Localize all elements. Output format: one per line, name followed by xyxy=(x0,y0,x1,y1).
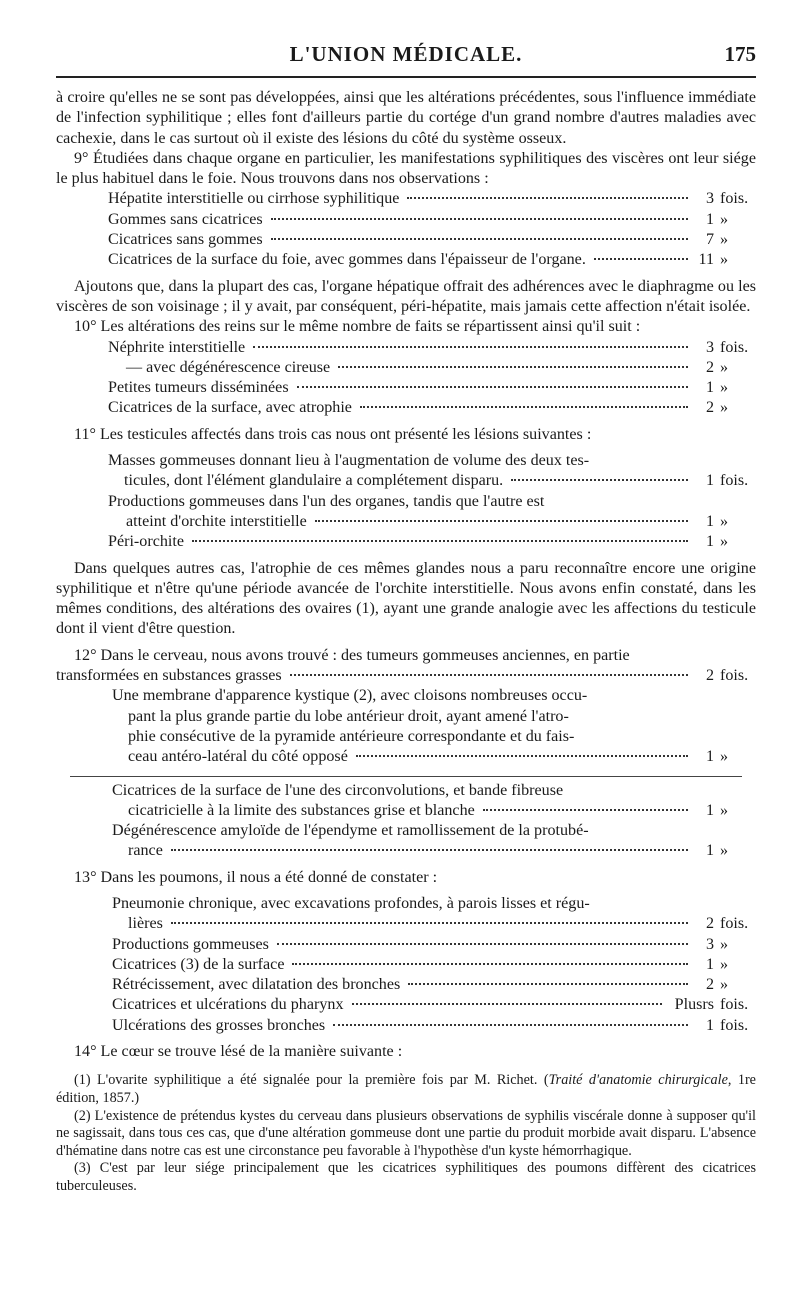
footnotes xyxy=(56,1072,756,1195)
list-item: atteint d'orchite interstitielle 1 » xyxy=(126,512,729,530)
kidney-list xyxy=(56,338,756,419)
list-item: Productions gommeuses 3 » xyxy=(112,935,729,953)
list-item: Cicatrices et ulcérations du pharynx Plusrs fois. xyxy=(112,996,749,1014)
list-item-line: Productions gommeuses dans l'un des organes, tandis que l'autre est xyxy=(108,492,545,510)
list-item-line: Dégénérescence amyloïde de l'épendyme et ramollissement de la protubé- xyxy=(112,822,589,840)
list-item: transformées en substances grasses 2 fois. xyxy=(56,667,749,685)
list-item-line: Une membrane d'apparence kystique (2), avec cloisons nombreuses occu- xyxy=(112,687,588,705)
list-item: — avec dégénérescence cireuse 2 » xyxy=(126,358,729,376)
intro-paragraph: à croire qu'elles ne se sont pas développées, ainsi que les altérations précédentes, sous l'influence immédiate de l'infection syphilitique ; elles font d'ailleurs partie du cortége d'un grand nombre d'autres maladies avec cachexie, dans le cas surtout où il existe des lésions du côté du système osseux. xyxy=(56,89,756,147)
list-item: Cicatrices de la surface, avec atrophie 2 » xyxy=(108,399,729,417)
testis-list xyxy=(56,451,756,552)
lungs-intro: 13° Dans les poumons, il nous a été donné de constater : xyxy=(74,868,438,886)
footnote-3: (3) C'est par leur siége principalement que les cicatrices syphilitiques des poumons diffèrent des cicatrices tuberculeuses. xyxy=(56,1160,756,1194)
list-item: Ulcérations des grosses bronches 1 fois. xyxy=(112,1016,749,1034)
kidney-intro: 10° Les altérations des reins sur le même nombre de faits se répartissent ainsi qu'il suit : xyxy=(74,318,641,336)
list-item: Petites tumeurs disséminées 1 » xyxy=(108,379,729,397)
page-header xyxy=(56,38,756,72)
list-item: rance 1 » xyxy=(128,842,729,860)
brain-section xyxy=(56,646,756,862)
article-body xyxy=(56,88,756,1196)
list-item: Rétrécissement, avec dilatation des bronches 2 » xyxy=(112,976,729,994)
testis-after-paragraph: Dans quelques autres cas, l'atrophie de ces mêmes glandes nous a paru reconnaître encore une origine syphilitique et n'être qu'une période avancée de l'orchite interstitielle. Nous avons enfin constaté, dans les mêmes conditions, des altérations des ovaires (1), ayant une grande analogie avec les affections du testicule dont il vient d'être question. xyxy=(56,559,756,638)
list-item: Hépatite interstitielle ou cirrhose syphilitique 3 fois. xyxy=(108,190,749,208)
list-item: Péri-orchite 1 » xyxy=(108,533,729,551)
liver-list xyxy=(56,189,756,270)
list-item-line: pant la plus grande partie du lobe antérieur droit, ayant amené l'atro- xyxy=(128,707,569,725)
footnote-1: (1) L'ovarite syphilitique a été signalée pour la première fois par M. Richet. (Traité d'anatomie chirurgicale, 1re édition, 1857.) xyxy=(56,1072,756,1106)
header-rule xyxy=(56,76,756,78)
lungs-list xyxy=(56,894,756,1036)
list-item: lières 2 fois. xyxy=(128,915,749,933)
list-item: Cicatrices sans gommes 7 » xyxy=(108,231,729,249)
list-item: Cicatrices (3) de la surface 1 » xyxy=(112,955,729,973)
divider xyxy=(70,776,742,777)
liver-intro-paragraph: 9° Étudiées dans chaque organe en particulier, les manifestations syphilitiques des viscères ont leur siége le plus habituel dans le foie. Nous trouvons dans nos observations : xyxy=(56,149,756,188)
testis-intro: 11° Les testicules affectés dans trois cas nous ont présenté les lésions suivantes : xyxy=(74,425,592,443)
list-item: ceau antéro-latéral du côté opposé 1 » xyxy=(128,748,729,766)
list-item: Cicatrices de la surface du foie, avec gommes dans l'épaisseur de l'organe. 11 » xyxy=(108,251,729,269)
list-item-line: Cicatrices de la surface de l'une des circonvolutions, et bande fibreuse xyxy=(112,781,564,799)
list-item: ticules, dont l'élément glandulaire a complétement disparu. 1 fois. xyxy=(124,472,749,490)
footnote-2: (2) L'existence de prétendus kystes du cerveau dans plusieurs observations de syphilis viscérale donne à supposer qu'il ne sagissait, dans tous ces cas, que d'une altération gommeuse dont une partie du produit morbide avait disparu. L'absence d'hématine dans notre cas est une circonstance peu favorable à l'hypothèse d'un kyste hémorrhagique. xyxy=(56,1107,756,1159)
liver-after-paragraph: Ajoutons que, dans la plupart des cas, l'organe hépatique offrait des adhérences avec le diaphragme ou les viscères de son voisinage ; il y avait, par conséquent, péri-hépatite, mais jamais cette affection n'était isolée. xyxy=(56,277,756,315)
list-item: cicatricielle à la limite des substances grise et blanche 1 » xyxy=(128,801,729,819)
brain-intro-line: 12° Dans le cerveau, nous avons trouvé : des tumeurs gommeuses anciennes, en partie xyxy=(74,646,630,664)
list-item-line: Pneumonie chronique, avec excavations profondes, à parois lisses et régu- xyxy=(112,894,590,912)
list-item-line: Masses gommeuses donnant lieu à l'augmentation de volume des deux tes- xyxy=(108,452,590,470)
page-number: 175 xyxy=(724,42,756,66)
list-item-line: phie consécutive de la pyramide antérieure correspondante et du fais- xyxy=(128,727,575,745)
list-item: Gommes sans cicatrices 1 » xyxy=(108,210,729,228)
heart-intro: 14° Le cœur se trouve lésé de la manière suivante : xyxy=(74,1043,403,1061)
list-item: Néphrite interstitielle 3 fois. xyxy=(108,338,749,356)
running-title: L'UNION MÉDICALE. xyxy=(289,42,523,66)
